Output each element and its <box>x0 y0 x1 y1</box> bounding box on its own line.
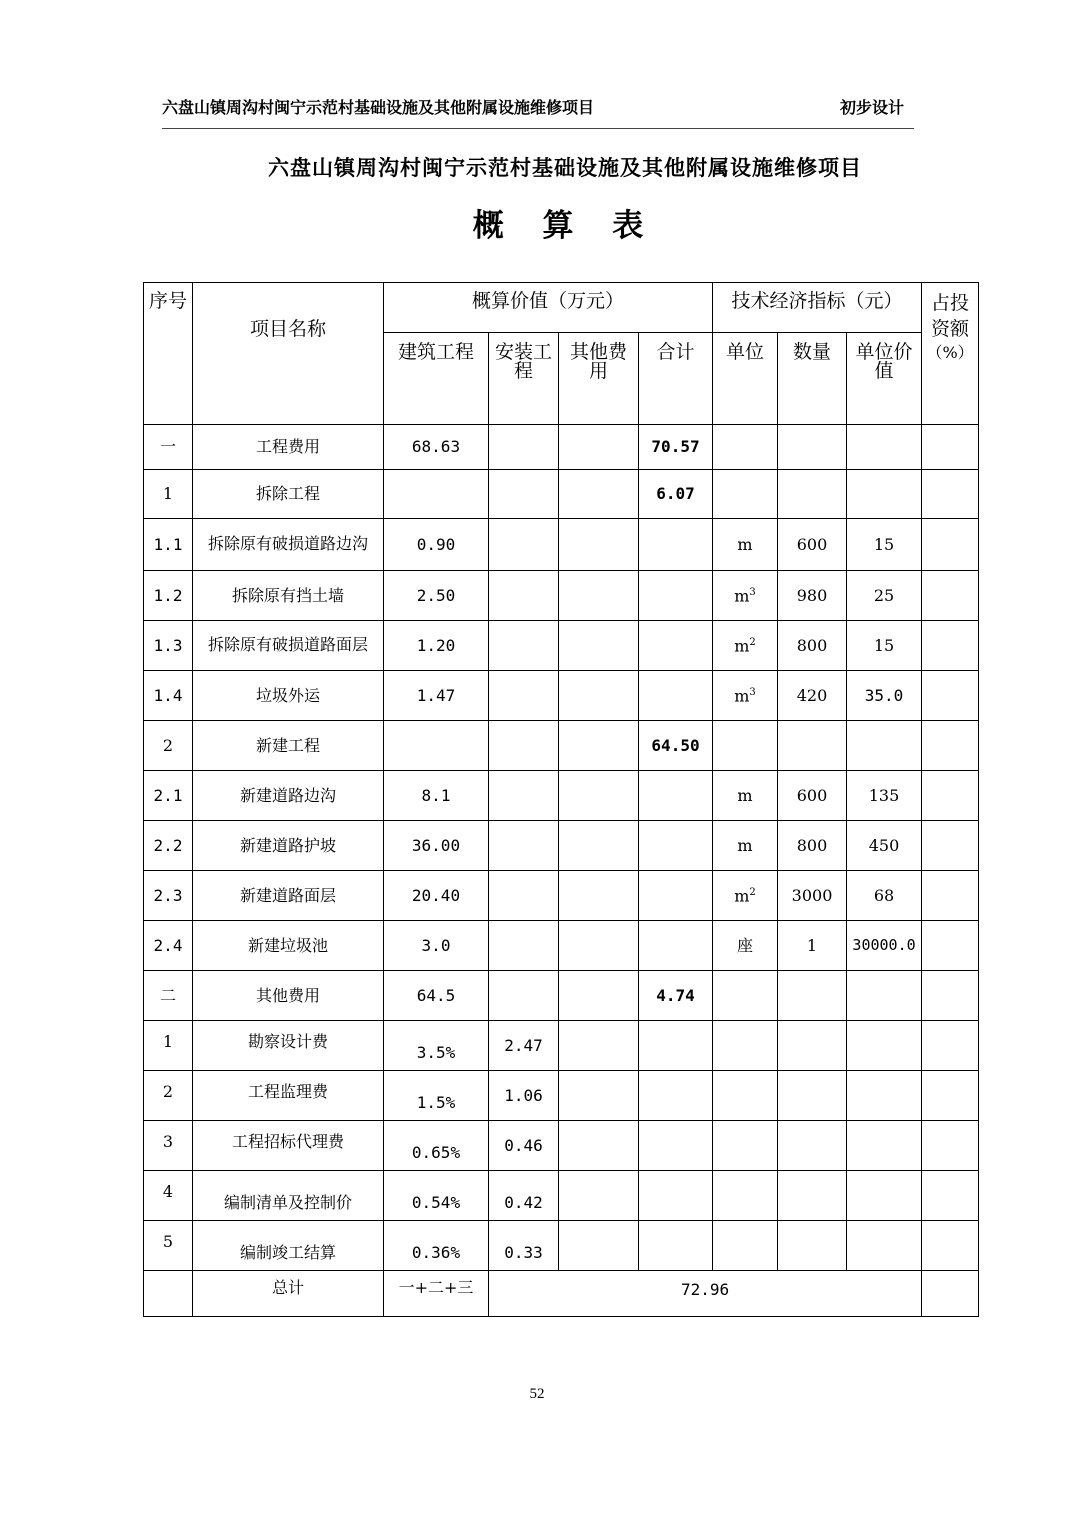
row-quantity: 600 <box>778 519 847 571</box>
unit-text: m <box>734 635 750 655</box>
row-construction: 64.5 <box>384 971 489 1021</box>
row-other <box>559 971 639 1021</box>
row-unit-price: 15 <box>847 519 922 571</box>
row-unit <box>713 971 778 1021</box>
table-row <box>144 721 979 771</box>
row-unit <box>713 470 778 519</box>
header-share-unit: （%） <box>926 343 974 363</box>
row-quantity: 1 <box>778 921 847 971</box>
row-name: 垃圾外运 <box>193 671 384 721</box>
row-name-text: 拆除原有破损道路边沟 <box>207 534 368 554</box>
row-share <box>922 971 979 1021</box>
row-name: 工程费用 <box>193 425 384 470</box>
row-quantity: 800 <box>778 821 847 871</box>
row-install <box>489 871 559 921</box>
row-unit-price: 35.0 <box>847 671 922 721</box>
total-formula: 一+二+三 <box>384 1271 489 1317</box>
header-rule <box>162 128 914 129</box>
row-total: 64.50 <box>639 721 713 771</box>
row-other <box>559 871 639 921</box>
table-row <box>144 571 979 621</box>
total-seq <box>144 1271 193 1317</box>
running-header <box>162 93 914 119</box>
row-install <box>489 571 559 621</box>
row-construction: 2.50 <box>384 571 489 621</box>
row-name: 新建垃圾池 <box>193 921 384 971</box>
unit-superscript: 3 <box>749 686 756 698</box>
row-share <box>922 425 979 470</box>
grand-total-row <box>144 1271 979 1317</box>
row-unit-price <box>847 1171 922 1221</box>
table-row <box>144 1021 979 1071</box>
row-quantity: 420 <box>778 671 847 721</box>
row-unit-price <box>847 721 922 771</box>
row-quantity: 980 <box>778 571 847 621</box>
table-row <box>144 771 979 821</box>
row-unit-price: 450 <box>847 821 922 871</box>
row-share <box>922 1071 979 1121</box>
row-quantity <box>778 1221 847 1271</box>
unit-text: m <box>734 885 750 905</box>
row-name <box>193 621 384 671</box>
row-seq: 1.1 <box>144 519 193 571</box>
row-install: 0.42 <box>489 1171 559 1221</box>
row-unit <box>713 425 778 470</box>
row-unit: m <box>713 519 778 571</box>
row-other <box>559 519 639 571</box>
row-name: 新建道路边沟 <box>193 771 384 821</box>
row-name: 新建道路面层 <box>193 871 384 921</box>
row-quantity: 800 <box>778 621 847 671</box>
row-install: 2.47 <box>489 1021 559 1071</box>
row-unit: m <box>713 771 778 821</box>
row-name-text: 拆除原有破损道路面层 <box>207 635 368 655</box>
row-other <box>559 771 639 821</box>
row-quantity <box>778 470 847 519</box>
table-row <box>144 871 979 921</box>
row-unit-price <box>847 971 922 1021</box>
row-total <box>639 1221 713 1271</box>
row-unit-price <box>847 1021 922 1071</box>
row-quantity <box>778 1021 847 1071</box>
row-unit: m <box>713 821 778 871</box>
row-unit-price <box>847 1121 922 1171</box>
row-unit <box>713 571 778 621</box>
row-total <box>639 821 713 871</box>
header-stage: 初步设计 <box>839 97 904 117</box>
row-construction: 0.54% <box>384 1171 489 1221</box>
row-unit-price: 25 <box>847 571 922 621</box>
row-install <box>489 821 559 871</box>
page-number: 52 <box>529 1386 545 1402</box>
row-share <box>922 771 979 821</box>
row-install <box>489 425 559 470</box>
table-row <box>144 821 979 871</box>
row-seq: 3 <box>144 1121 193 1171</box>
row-share <box>922 1021 979 1071</box>
row-quantity: 600 <box>778 771 847 821</box>
total-label: 总计 <box>193 1271 384 1317</box>
row-seq: 2 <box>144 721 193 771</box>
row-seq: 2 <box>144 1071 193 1121</box>
row-share <box>922 519 979 571</box>
row-construction: 36.00 <box>384 821 489 871</box>
table-row <box>144 1221 979 1271</box>
unit-text: m <box>734 585 750 605</box>
header-project-name: 六盘山镇周沟村闽宁示范村基础设施及其他附属设施维修项目 <box>162 97 595 117</box>
table-row <box>144 519 979 571</box>
row-seq: 1.3 <box>144 621 193 671</box>
row-other <box>559 671 639 721</box>
row-install <box>489 971 559 1021</box>
row-total <box>639 1021 713 1071</box>
row-unit <box>713 721 778 771</box>
header-seq: 序号 <box>144 283 193 425</box>
row-install: 0.46 <box>489 1121 559 1171</box>
row-construction: 3.5% <box>384 1021 489 1071</box>
row-total <box>639 671 713 721</box>
table-row <box>144 971 979 1021</box>
row-name: 编制竣工结算 <box>193 1221 384 1271</box>
row-name: 编制清单及控制价 <box>193 1171 384 1221</box>
total-share <box>922 1271 979 1317</box>
document-title: 六盘山镇周沟村闽宁示范村基础设施及其他附属设施维修项目 <box>268 156 862 180</box>
row-unit <box>713 1171 778 1221</box>
header-construction: 建筑工程 <box>384 333 489 425</box>
header-share <box>922 283 979 425</box>
row-total: 70.57 <box>639 425 713 470</box>
unit-text: m <box>734 685 750 705</box>
header-unit-price-label: 单位价值 <box>855 341 913 382</box>
header-index-group: 技术经济指标（元） <box>713 283 922 333</box>
row-construction: 1.47 <box>384 671 489 721</box>
row-unit-price: 135 <box>847 771 922 821</box>
row-unit-price: 68 <box>847 871 922 921</box>
row-total <box>639 1071 713 1121</box>
header-unit: 单位 <box>713 333 778 425</box>
row-name: 拆除原有挡土墙 <box>193 571 384 621</box>
row-name: 其他费用 <box>193 971 384 1021</box>
row-name <box>193 519 384 571</box>
row-other <box>559 1021 639 1071</box>
row-share <box>922 671 979 721</box>
row-quantity <box>778 1071 847 1121</box>
row-quantity <box>778 1171 847 1221</box>
row-unit-price: 15 <box>847 621 922 671</box>
row-name: 拆除工程 <box>193 470 384 519</box>
row-total <box>639 871 713 921</box>
row-install: 0.33 <box>489 1221 559 1271</box>
row-share <box>922 1171 979 1221</box>
row-construction: 0.90 <box>384 519 489 571</box>
row-seq: 二 <box>144 971 193 1021</box>
row-other <box>559 1071 639 1121</box>
header-total: 合计 <box>639 333 713 425</box>
row-construction: 0.65% <box>384 1121 489 1171</box>
row-unit <box>713 1221 778 1271</box>
row-share <box>922 1121 979 1171</box>
row-unit-price <box>847 470 922 519</box>
row-name: 新建工程 <box>193 721 384 771</box>
row-construction: 20.40 <box>384 871 489 921</box>
row-construction: 1.5% <box>384 1071 489 1121</box>
header-install-label: 安装工程 <box>494 341 552 382</box>
table-row <box>144 425 979 470</box>
row-install: 1.06 <box>489 1071 559 1121</box>
row-unit-price <box>847 425 922 470</box>
row-install <box>489 671 559 721</box>
row-seq: 2.4 <box>144 921 193 971</box>
row-unit <box>713 1071 778 1121</box>
row-seq: 1.4 <box>144 671 193 721</box>
header-other-label: 其他费用 <box>569 341 627 382</box>
row-quantity <box>778 425 847 470</box>
row-unit <box>713 621 778 671</box>
row-share <box>922 871 979 921</box>
unit-superscript: 3 <box>749 586 756 598</box>
row-seq: 一 <box>144 425 193 470</box>
row-install <box>489 519 559 571</box>
row-install <box>489 921 559 971</box>
row-unit <box>713 871 778 921</box>
row-total: 4.74 <box>639 971 713 1021</box>
budget-table <box>143 282 979 1317</box>
row-unit <box>713 671 778 721</box>
header-name: 项目名称 <box>193 283 384 425</box>
row-unit-price <box>847 1071 922 1121</box>
row-unit-price <box>847 1221 922 1271</box>
row-unit <box>713 1021 778 1071</box>
row-install <box>489 621 559 671</box>
row-seq: 1.2 <box>144 571 193 621</box>
table-header-row <box>144 283 979 333</box>
row-unit <box>713 1121 778 1171</box>
row-quantity <box>778 1121 847 1171</box>
row-total <box>639 621 713 671</box>
row-share <box>922 921 979 971</box>
row-construction: 68.63 <box>384 425 489 470</box>
row-name: 新建道路护坡 <box>193 821 384 871</box>
row-other <box>559 1221 639 1271</box>
row-other <box>559 921 639 971</box>
row-seq: 2.3 <box>144 871 193 921</box>
row-other <box>559 425 639 470</box>
row-construction: 1.20 <box>384 621 489 671</box>
row-other <box>559 721 639 771</box>
table-row <box>144 1121 979 1171</box>
unit-superscript: 2 <box>749 886 756 898</box>
row-name: 工程监理费 <box>193 1071 384 1121</box>
row-total <box>639 1121 713 1171</box>
row-total <box>639 921 713 971</box>
row-install <box>489 721 559 771</box>
row-seq: 5 <box>144 1221 193 1271</box>
header-budget-group: 概算价值（万元） <box>384 283 713 333</box>
row-install <box>489 470 559 519</box>
table-row <box>144 621 979 671</box>
row-quantity <box>778 971 847 1021</box>
row-other <box>559 470 639 519</box>
header-unit-price <box>847 333 922 425</box>
row-quantity <box>778 721 847 771</box>
row-seq: 1 <box>144 470 193 519</box>
row-construction: 3.0 <box>384 921 489 971</box>
row-construction: 8.1 <box>384 771 489 821</box>
row-share <box>922 821 979 871</box>
row-share <box>922 571 979 621</box>
header-quantity: 数量 <box>778 333 847 425</box>
row-other <box>559 1121 639 1171</box>
row-other <box>559 1171 639 1221</box>
row-unit: 座 <box>713 921 778 971</box>
total-value: 72.96 <box>489 1271 922 1317</box>
row-total <box>639 1171 713 1221</box>
row-unit-price: 30000.0 <box>847 921 922 971</box>
row-quantity: 3000 <box>778 871 847 921</box>
row-total <box>639 519 713 571</box>
row-share <box>922 470 979 519</box>
header-share-label: 占投资额 <box>931 292 970 340</box>
row-other <box>559 621 639 671</box>
row-other <box>559 821 639 871</box>
row-total: 6.07 <box>639 470 713 519</box>
row-share <box>922 1221 979 1271</box>
table-title: 概 算 表 <box>472 208 658 244</box>
header-other <box>559 333 639 425</box>
row-construction <box>384 721 489 771</box>
header-install <box>489 333 559 425</box>
row-seq: 2.2 <box>144 821 193 871</box>
table-row <box>144 671 979 721</box>
row-total <box>639 771 713 821</box>
row-other <box>559 571 639 621</box>
row-name: 工程招标代理费 <box>193 1121 384 1171</box>
row-share <box>922 621 979 671</box>
table-row <box>144 1171 979 1221</box>
row-construction: 0.36% <box>384 1221 489 1271</box>
table-row <box>144 470 979 519</box>
row-seq: 2.1 <box>144 771 193 821</box>
row-share <box>922 721 979 771</box>
row-construction <box>384 470 489 519</box>
row-seq: 1 <box>144 1021 193 1071</box>
row-name: 勘察设计费 <box>193 1021 384 1071</box>
row-install <box>489 771 559 821</box>
table-row <box>144 921 979 971</box>
table-row <box>144 1071 979 1121</box>
row-total <box>639 571 713 621</box>
unit-superscript: 2 <box>749 636 756 648</box>
row-seq: 4 <box>144 1171 193 1221</box>
